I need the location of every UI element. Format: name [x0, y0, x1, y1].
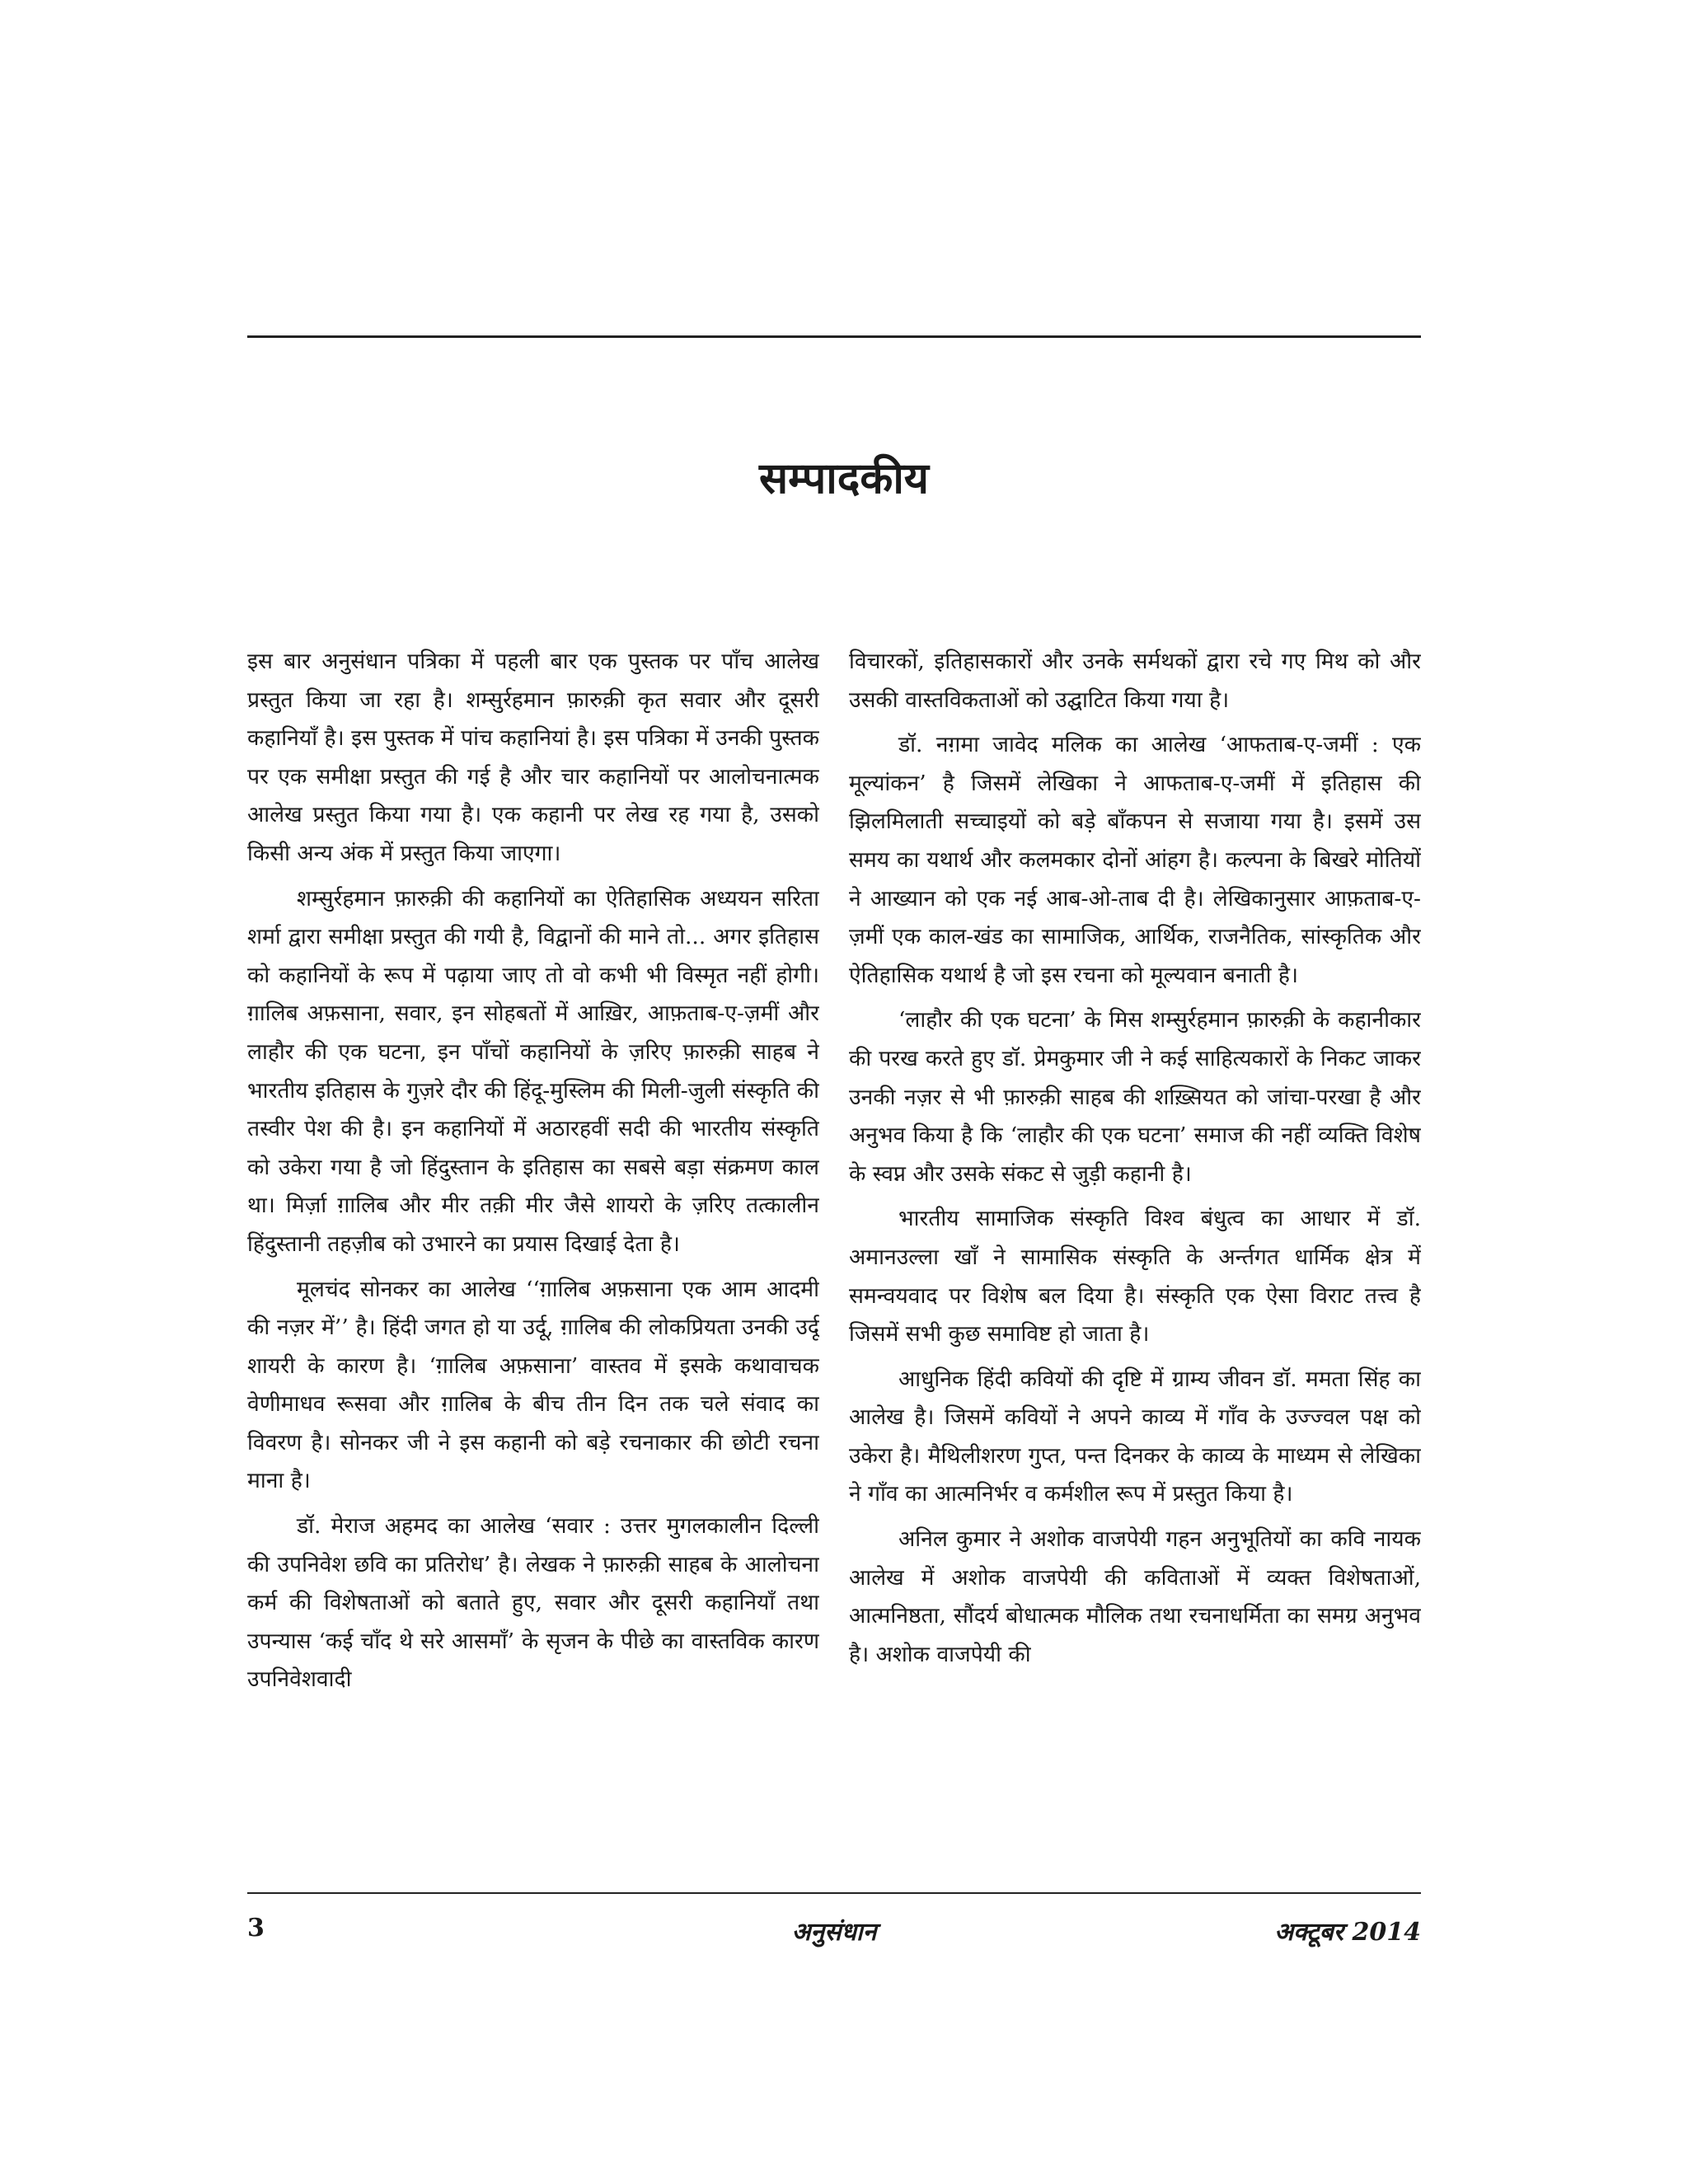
- top-rule: [247, 335, 1421, 338]
- bottom-rule: [247, 1892, 1421, 1894]
- page-footer: [247, 1914, 1421, 1955]
- paragraph: आधुनिक हिंदी कवियों की दृष्टि में ग्राम्य जीवन डॉ. ममता सिंह का आलेख है। जिसमें कवियों ने अपने काव्य में गाँव के उज्ज्वल पक्ष को उकेरा है। मैथिलीशरण गुप्त, पन्त दिनकर के काव्य के माध्यम से लेखिका ने गाँव का आत्मनिर्भर व कर्मशील रूप में प्रस्तुत किया है।: [849, 1366, 1421, 1507]
- page-number: 3: [247, 1914, 265, 1943]
- paragraph: विचारकों, इतिहासकारों और उनके सर्मथकों द्वारा रचे गए मिथ को और उसकी वास्तविकताओं को उद्घाटित किया गया है।: [849, 649, 1421, 713]
- paragraph: इस बार अनुसंधान पत्रिका में पहली बार एक पुस्तक पर पाँच आलेख प्रस्तुत किया जा रहा है। शम्सुर्रहमान फ़ारुक़ी कृत सवार और दूसरी कहानियाँ है। इस पुस्तक में पांच कहानियां है। इस पत्रिका में उनकी पुस्तक पर एक समीक्षा प्रस्तुत की गई है और चार कहानियों पर आलोचनात्मक आलेख प्रस्तुत किया गया है। एक कहानी पर लेख रह गया है, उसको किसी अन्य अंक में प्रस्तुत किया जाएगा।: [247, 649, 819, 866]
- issue-date: अक्टूबर 2014: [1274, 1918, 1421, 1947]
- page-title: सम्पादकीय: [759, 452, 929, 504]
- paragraph: ‘लाहौर की एक घटना’ के मिस शम्सुर्रहमान फ़ारुक़ी के कहानीकार की परख करते हुए डॉ. प्रेमकुमार जी ने कई साहित्यकारों के निकट जाकर उनकी नज़र से भी फ़ारुक़ी साहब की शख़्सियत को जांचा-परखा है और अनुभव किया है कि ‘लाहौर की एक घटना’ समाज की नहीं व्यक्ति विशेष के स्वप्न और उसके संकट से जुड़ी कहानी है।: [849, 1007, 1421, 1187]
- paragraph: डॉ. नग़मा जावेद मलिक का आलेख ‘आफताब-ए-जमीं : एक मूल्यांकन’ है जिसमें लेखिका ने आफताब-ए-जमीं में इतिहास की झिलमिलाती सच्चाइयों को बड़े बाँकपन से सजाया गया है। इसमें उस समय का यथार्थ और कलमकार दोनों आंहग है। कल्पना के बिखरे मोतियों ने आख्यान को एक नई आब-ओ-ताब दी है। लेखिकानुसार आफ़ताब-ए-ज़मीं एक काल-खंड का सामाजिक, आर्थिक, राजनैतिक, सांस्कृतिक और ऐतिहासिक यथार्थ है जो इस रचना को मूल्यवान बनाती है।: [849, 732, 1421, 988]
- paragraph: मूलचंद सोनकर का आलेख ‘‘ग़ालिब अफ़साना एक आम आदमी की नज़र में’’ है। हिंदी जगत हो या उर्दू, ग़ालिब की लोकप्रियता उनकी उर्दू शायरी के कारण है। ‘ग़ालिब अफ़साना’ वास्तव में इसके कथावाचक वेणीमाधव रूसवा और ग़ालिब के बीच तीन दिन तक चले संवाद का विवरण है। सोनकर जी ने इस कहानी को बड़े रचनाकार की छोटी रचना माना है।: [247, 1276, 819, 1494]
- paragraph: अनिल कुमार ने अशोक वाजपेयी गहन अनुभूतियों का कवि नायक आलेख में अशोक वाजपेयी की कविताओं में व्यक्त विशेषताओं, आत्मनिष्ठता, सौंदर्य बोधात्मक मौलिक तथा रचनाधर्मिता का समग्र अनुभव है। अशोक वाजपेयी की: [849, 1526, 1421, 1667]
- journal-name: अनुसंधान: [791, 1918, 877, 1947]
- paragraph: भारतीय सामाजिक संस्कृति विश्व बंधुत्व का आधार में डॉ. अमानउल्ला खाँ ने सामासिक संस्कृति के अर्न्तगत धार्मिक क्षेत्र में समन्वयवाद पर विशेष बल दिया है। संस्कृति एक ऐसा विराट तत्त्व है जिसमें सभी कुछ समाविष्ट हो जाता है।: [849, 1206, 1421, 1347]
- paragraph: शम्सुर्रहमान फ़ारुक़ी की कहानियों का ऐतिहासिक अध्ययन सरिता शर्मा द्वारा समीक्षा प्रस्तुत की गयी है, विद्वानों की माने तो... अगर इतिहास को कहानियों के रूप में पढ़ाया जाए तो वो कभी भी विस्मृत नहीं होगी। ग़ालिब अफ़साना, सवार, इन सोहबतों में आख़िर, आफ़ताब-ए-ज़मीं और लाहौर की एक घटना, इन पाँचों कहानियों के ज़रिए फ़ारुक़ी साहब ने भारतीय इतिहास के गुज़रे दौर की हिंदू-मुस्लिम की मिली-जुली संस्कृति की तस्वीर पेश की है। इन कहानियों में अठारहवीं सदी की भारतीय संस्कृति को उकेरा गया है जो हिंदुस्तान के इतिहास का सबसे बड़ा संक्रमण काल था। मिर्ज़ा ग़ालिब और मीर तक़ी मीर जैसे शायरो के ज़रिए तत्कालीन हिंदुस्तानी तहज़ीब को उभारने का प्रयास दिखाई देता है।: [247, 885, 819, 1257]
- left-column: [247, 643, 819, 1879]
- right-column: [849, 643, 1421, 1879]
- paragraph: डॉ. मेराज अहमद का आलेख ‘सवार : उत्तर मुगलकालीन दिल्ली की उपनिवेश छवि का प्रतिरोध’ है। लेखक ने फ़ारुक़ी साहब के आलोचना कर्म की विशेषताओं को बताते हुए, सवार और दूसरी कहानियाँ तथा उपन्यास ‘कई चाँद थे सरे आसमाँ’ के सृजन के पीछे का वास्तविक कारण उपनिवेशवादी: [247, 1513, 819, 1693]
